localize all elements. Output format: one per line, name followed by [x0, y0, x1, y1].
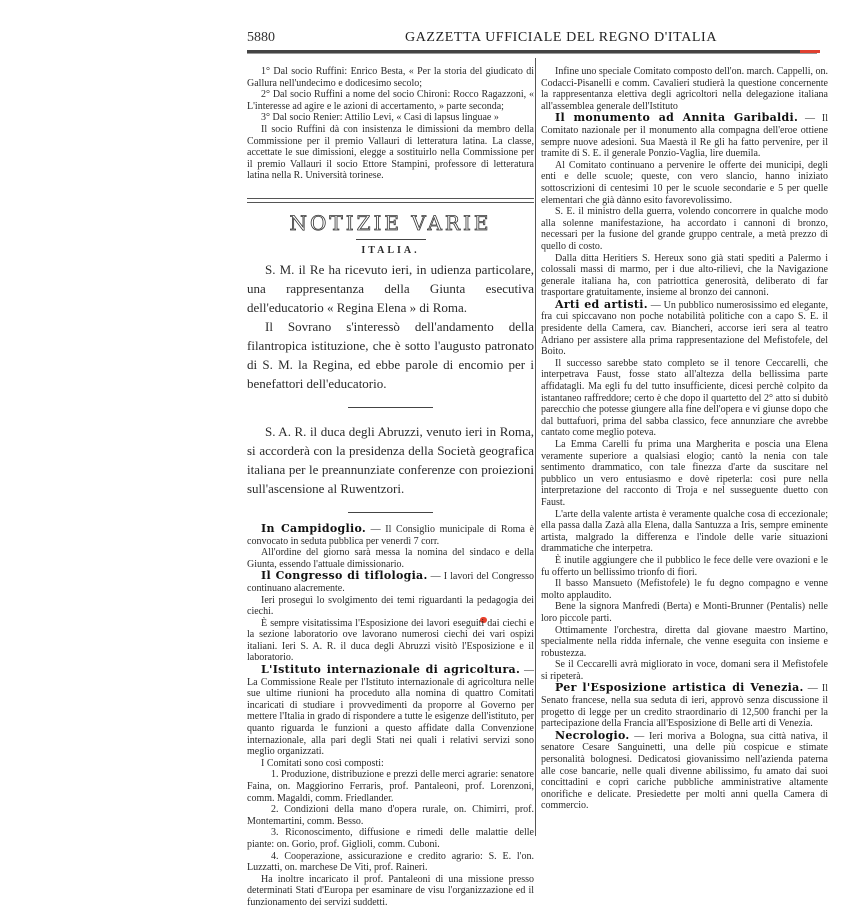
divider [348, 512, 433, 513]
paragraph: 4. Cooperazione, assicurazione e credito agrario: S. E. l'on. Luzzatti, on. marchese De Viti, prof. Raineri. [247, 850, 534, 874]
article-heading: L'Istituto internazionale di agricoltura. [261, 663, 521, 677]
paragraph: La Emma Carelli fu prima una Margherita e poscia una Elena veramente superiore a qualsiasi elogio; cantò la nenia con tale sentimento drammatico, con tale finezza d'arte da suscitare nel pubblico un vero entusiasmo e dovè ripeterla: così pure nella interpretazione del racconto di Troja e nel susseguente duetto con Faust. [541, 439, 828, 508]
article-lead: — Un pubblico numerosissimo ed elegante, fra cui spiccavano non poche notabilità politiche con a capo S. E. il presidente della Camera, cav. Biancheri, accorse ieri sera al teatro Adriano per assistere alla prima rappresentazione del Mefistofele, del Boito. [541, 299, 828, 358]
paragraph: S. M. il Re ha ricevuto ieri, in udienza particolare, una rappresentanza della Giunta esecutiva dell'educatorio « Regina Elena » di Roma. [247, 261, 534, 315]
paragraph: 1. Produzione, distribuzione e prezzi delle merci agrarie: senatore Faina, on. Maggiorino Ferraris, prof. Pantaleoni, prof. Lorenzoni, comm. Magaldi, comm. Friedlander. [247, 769, 534, 804]
header-rule-red-mark [800, 50, 820, 53]
article-heading: Necrologio. [555, 728, 630, 742]
paragraph: Al Comitato continuano a pervenire le offerte dei municipi, degli enti e delle scuole; queste, con vero slancio, hanno iniziato sottoscrizioni di centesimi 10 per le scuole secondarie e 5 per quelle elementari che già dànno esito favorevolissimo. [541, 159, 828, 206]
article-arti-artisti [541, 299, 828, 683]
paragraph: L'arte della valente artista è veramente qualche cosa di eccezionale; ella passa dalla Zazà alla Elena, dalla Santuzza a Iris, sempre eminente artista, malgrado la differenza e l'indole delle varie situazioni drammatiche che interpetra. [541, 508, 828, 555]
article-heading: Il monumento ad Annita Garibaldi. [555, 111, 799, 125]
paragraph: Dalla ditta Heritiers S. Hereux sono già stati spediti a Palermo i colossali massi di marmo, per i due alto-rilievi, che la Navigazione generale italiana ha, con patriottica generosità, deliberato di far trasportare gratuitamente, insieme al bronzo dei cannoni. [541, 252, 828, 299]
paragraph: Il basso Mansueto (Mefistofele) le fu degno compagno e venne molto applaudito. [541, 578, 828, 601]
header-rule [247, 50, 817, 54]
article-agricoltura [247, 664, 534, 908]
italia-news [247, 260, 534, 513]
article-lead: — Il Comitato nazionale per il monumento alla compagna dell'eroe ottiene sempre nuove adesioni. Sua Maestà il Re gli ha fatto pervenire, per il tramite di S. E. il generale Ponzio-Vaglia, lire duemila. [541, 113, 828, 160]
section-rule [247, 198, 534, 203]
article-heading: Per l'Esposizione artistica di Venezia. [555, 681, 804, 695]
paragraph: S. E. il ministro della guerra, volendo concorrere in qualche modo alla solenne manifestazione, ha accordato i cannoni di bronzo, necessari per la fusione del grande gruppo centrale, a metà prezzo di quello di costo. [541, 206, 828, 252]
paragraph: Il socio Ruffini dà con insistenza le dimissioni da membro della Commissione per il premio Vallauri di letteratura latina. La classe, accettate le sue dimissioni, elegge a sostituirlo nella Commissione per il premio Vallauri il socio Ettore Stampini, professore di letteratura latina nella R. Università torinese. [247, 123, 534, 182]
column-divider [535, 58, 536, 836]
article-monumento-garibaldi [541, 112, 828, 299]
left-column [247, 66, 534, 909]
paragraph: 2° Dal socio Ruffini a nome del socio Chironi: Rocco Ragazzoni, « L'interesse ad agire e le azioni di accertamento, » parte seconda; [247, 89, 534, 112]
article-lead: — Il Consiglio municipale di Roma è convocato in seduta pubblica per venerdì 7 corr. [247, 523, 534, 547]
paragraph: Se il Ceccarelli avrà migliorato in voce, domani sera il Mefistofele si ripeterà. [541, 659, 828, 682]
article-esposizione-venezia [541, 682, 828, 729]
paragraph: Ieri proseguì lo svolgimento dei temi riguardanti la pedagogia dei ciechi. [247, 594, 534, 618]
paragraph: Ottimamente l'orchestra, diretta dal giovane maestro Martino, specialmente nella ridda infernale, che venne eseguita con insieme e robustezza. [541, 624, 828, 659]
academy-notes [247, 66, 534, 182]
page-number: 5880 [247, 30, 275, 45]
paragraph: È sempre visitatissima l'Esposizione dei lavori eseguiti dai ciechi e la sezione laboratorio ove lavorano numerosi ciechi dei vari ospizi italiani. Ieri S. A. R. il duca degli Abruzzi visitò l'Esposizione e il laboratorio. [247, 617, 534, 664]
article-heading: Il Congresso di tiflologia. [261, 569, 428, 583]
paragraph: È inutile aggiungere che il pubblico le fece delle vere ovazioni e le fu offerto un bellissimo trionfo di fiori. [541, 554, 828, 578]
section-title: NOTIZIE VARIE [289, 210, 492, 235]
paragraph: Ha inoltre incaricato il prof. Pantaleoni di una missione presso determinati Stati d'Europa per esaminare de visu l'organizzazione ed il funzionamento dei servizi suddetti. [247, 873, 534, 908]
article-lead: — Il Senato francese, nella sua seduta di ieri, approvò senza discussione il progetto di legge per un credito straordinario di 12,500 franchi per la partecipazione della Francia all'Esposizione di Belle arti di Venezia. [541, 683, 828, 730]
article-campidoglio [247, 523, 534, 570]
paragraph: Infine uno speciale Comitato composto dell'on. march. Cappelli, on. Codacci-Pisanelli e comm. Cavalieri studierà la questione concernente la rappresentanza elettiva degli agricoltori nella delegazione italiana all'assemblea generale dell'Istituto [541, 66, 828, 112]
article-heading: In Campidoglio. [261, 521, 367, 535]
article-lead: — La Commissione Reale per l'Istituto internazionale di agricoltura nelle sue ultime riunioni ha proceduto alla nomina di quattro Comitati incaricati di studiare i provvedimenti da proporre al Governo per mettere l'Italia in grado di rispondere a tutte le esigenze dell'istituto, per quanto riguarda le funzioni a questo affidate dalla Convenzione internazionale, alla pari degli Stati nei quali i relativi servizi sono meglio organizzati. [247, 665, 534, 758]
article-lead: — I lavori del Congresso continuano alacremente. [247, 571, 534, 594]
article-heading: Arti ed artisti. [555, 297, 648, 311]
paragraph: Il successo sarebbe stato completo se il tenore Ceccarelli, che interpetrava Faust, fosse stato all'altezza della bellissima parte affidatagli. Ma egli fu del tutto insufficiente, dicesi perchè colpito da istantaneo raffreddore; certo è che dopo il quartetto del 2° atto si dubitò parecchio che potesse giungere alla fine dell'opera e vi giunse dopo che dal buttafuori, prima del sabba classico, fece annunziare che avrebbe cantato come meglio poteva. [541, 357, 828, 439]
paragraph: 2. Condizioni della mano d'opera rurale, on. Chimirri, prof. Montemartini, comm. Besso. [247, 804, 534, 827]
right-column [541, 66, 828, 812]
paragraph: 1° Dal socio Ruffini: Enrico Besta, « Per la storia del giudicato di Gallura nell'undecimo e dodicesimo secolo; [247, 66, 534, 89]
divider [356, 239, 426, 240]
newspaper-title: GAZZETTA UFFICIALE DEL REGNO D'ITALIA [405, 30, 718, 45]
paragraph: Il Sovrano s'interessò dell'andamento della filantropica istituzione, che è sotto l'augusto patronato di S. M. la Regina, ed ebbe parole di encomio per i benefattori dell'educatorio. [247, 318, 534, 391]
paragraph: Bene la signora Manfredi (Berta) e Monti-Brunner (Pentalis) nelle loro piccole parti. [541, 601, 828, 624]
paragraph: S. A. R. il duca degli Abruzzi, venuto ieri in Roma, si accorderà con la presidenza della Società geografica italiana per le preannunziate conferenze con proiezioni sull'ascensione al Ruwentzori. [247, 423, 534, 496]
paragraph: 3° Dal socio Renier: Attilio Levi, « Casi di lapsus linguae » [261, 112, 499, 124]
paragraph: All'ordine del giorno sarà messa la nomina del sindaco e della Giunta, essendo l'attuale dimissionario. [247, 547, 534, 570]
divider [348, 407, 433, 408]
article-tiflologia [247, 570, 534, 664]
paragraph: I Comitati sono così composti: [261, 757, 384, 769]
section-subtitle: ITALIA. [361, 244, 420, 256]
article-necrologio [541, 730, 828, 812]
article-lead: — Ieri moriva a Bologna, sua città nativa, il senatore Cesare Sanguinetti, una delle più cospicue e stimate personalità bolognesi. Dedicatosi giovanissimo nell'azienda paterna alle cose bancarie, nelle quali divenne abilissimo, fu amato dai suoi concittadini e coprì cariche pubbliche amministrative altamente onorifiche e delicate. Presiedette per molti anni quella Camera di commercio. [541, 730, 828, 812]
paragraph: 3. Riconoscimento, diffusione e rimedi delle malattie delle piante: on. Gorio, prof. Giglioli, comm. Cuboni. [247, 827, 534, 850]
